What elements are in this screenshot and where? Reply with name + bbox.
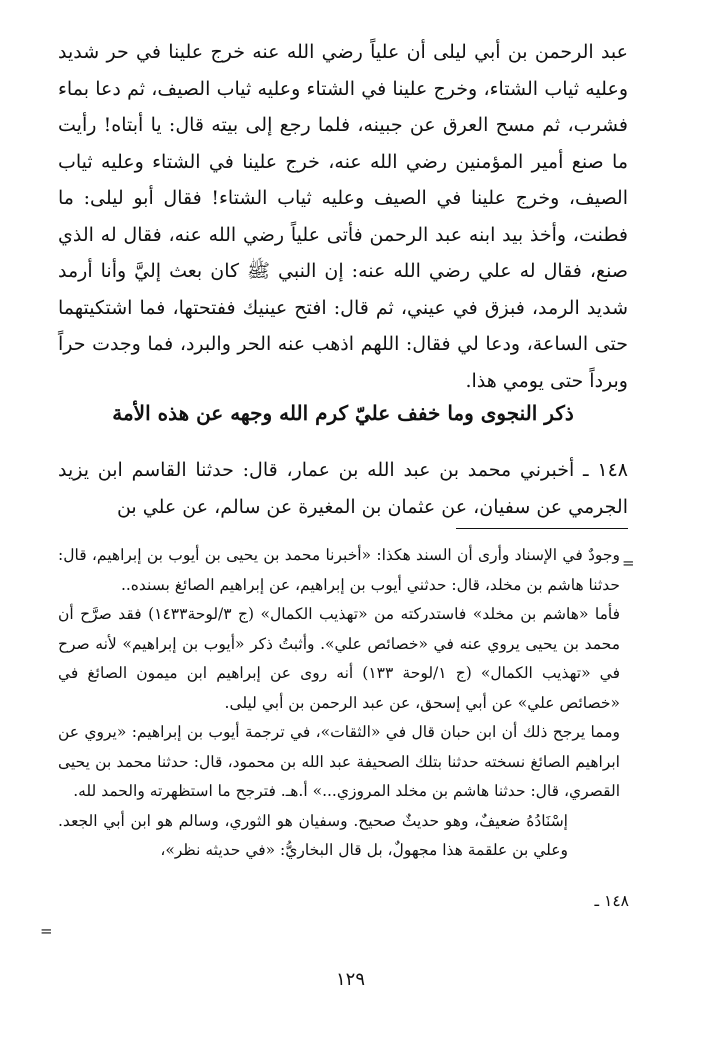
hadith-148-text	[58, 452, 628, 525]
footnote-paragraph: فأما «هاشم بن مخلد» فاستدركته من «تهذيب الكمال» (ج ٣/لوحة١٤٣٣) فقد صرَّح أن محمد بن يحيى يروي عنه في «خصائص علي». وأثبتُ ذكر «أيوب بن إبراهيم» لأنه صرح في «تهذيب الكمال» (ج ١/لوحة ١٣٣) أنه روى عن إبراهيم ابن ميمون الصائغ في «خصائص علي» عن أبي إسحق، عن عبد الرحمن بن أبي ليلى.	[58, 605, 621, 712]
page-number: ١٢٩	[335, 969, 365, 990]
footnote-paragraph: إسْنَادُهُ ضعيفٌ، وهو حديثٌ صحيح. وسفيان هو الثوري، وسالم هو ابن أبي الجعد. وعلي بن علقمة هذا مجهولٌ، بل قال البخاريُّ: «في حديثه نظر»،	[58, 811, 568, 859]
footnote-number: ١٤٨ ـ	[594, 892, 629, 910]
main-text-body	[58, 34, 628, 399]
main-paragraph: عبد الرحمن بن أبي ليلى أن علياً رضي الله عنه خرج علينا في حر شديد وعليه ثياب الشتاء، وخرج علينا في الشتاء وعليه ثياب الصيف، ثم دعا بماء فشرب، ثم مسح العرق عن جبينه، فلما رجع إلى بيته قال: يا أبتاه! رأيت ما صنع أمير المؤمنين رضي الله عنه، خرج علينا في الشتاء وعليه ثياب الصيف، وخرج علينا في الصيف وعليه ثياب الشتاء! فقال أبو ليلى: ما فطنت، وأخذ بيد ابنه عبد الرحمن فأتى علياً رضي الله عنه، فقال له الذي صنع، فقال له علي رضي الله عنه: إن النبي ﷺ كان بعث إليَّ وأنا أرمد شديد الرمد، فبزق في عيني، ثم قال: افتح عينيك ففتحتها، فما اشتكيتهما حتى الساعة، ودعا لي فقال: اللهم اذهب عنه الحر والبرد، فما وجدت حراً وبرداً حتى يومي هذا.	[58, 41, 628, 392]
section-heading: ذكر النجوى وما خفف عليّ كرم الله وجهه عن هذه الأمة	[112, 401, 574, 425]
continuation-mark-bottom: =	[40, 922, 53, 940]
footnotes-block	[58, 541, 620, 866]
footnote-paragraph: ومما يرجح ذلك أن ابن حبان قال في «الثقات»، في ترجمة أيوب بن إبراهيم: «يروي عن ابراهيم الصائغ نسخته حدثنا بتلك الصحيفة عبد الله بن محمود، قال: حدثنا محمد بن يحيى القصري، قال: حدثنا هاشم بن مخلد المروزي...» أ.هـ. فترجح ما استظهرته والحمد لله.	[58, 723, 620, 800]
footnote-divider	[456, 528, 628, 529]
hadith-paragraph: ١٤٨ ـ أخبرني محمد بن عبد الله بن عمار، قال: حدثنا القاسم ابن يزيد الجرمي عن سفيان، عن عثمان بن المغيرة عن سالم، عن علي بن	[58, 459, 628, 518]
footnote-paragraph: وجودٌ في الإسناد وأرى أن السند هكذا: «أخبرنا محمد بن يحيى بن أيوب بن إبراهيم، قال: حدثنا هاشم بن مخلد، قال: حدثني أيوب بن إبراهيم، عن إبراهيم الصائغ بسنده..	[58, 546, 620, 594]
continuation-mark-top: =	[622, 554, 635, 572]
